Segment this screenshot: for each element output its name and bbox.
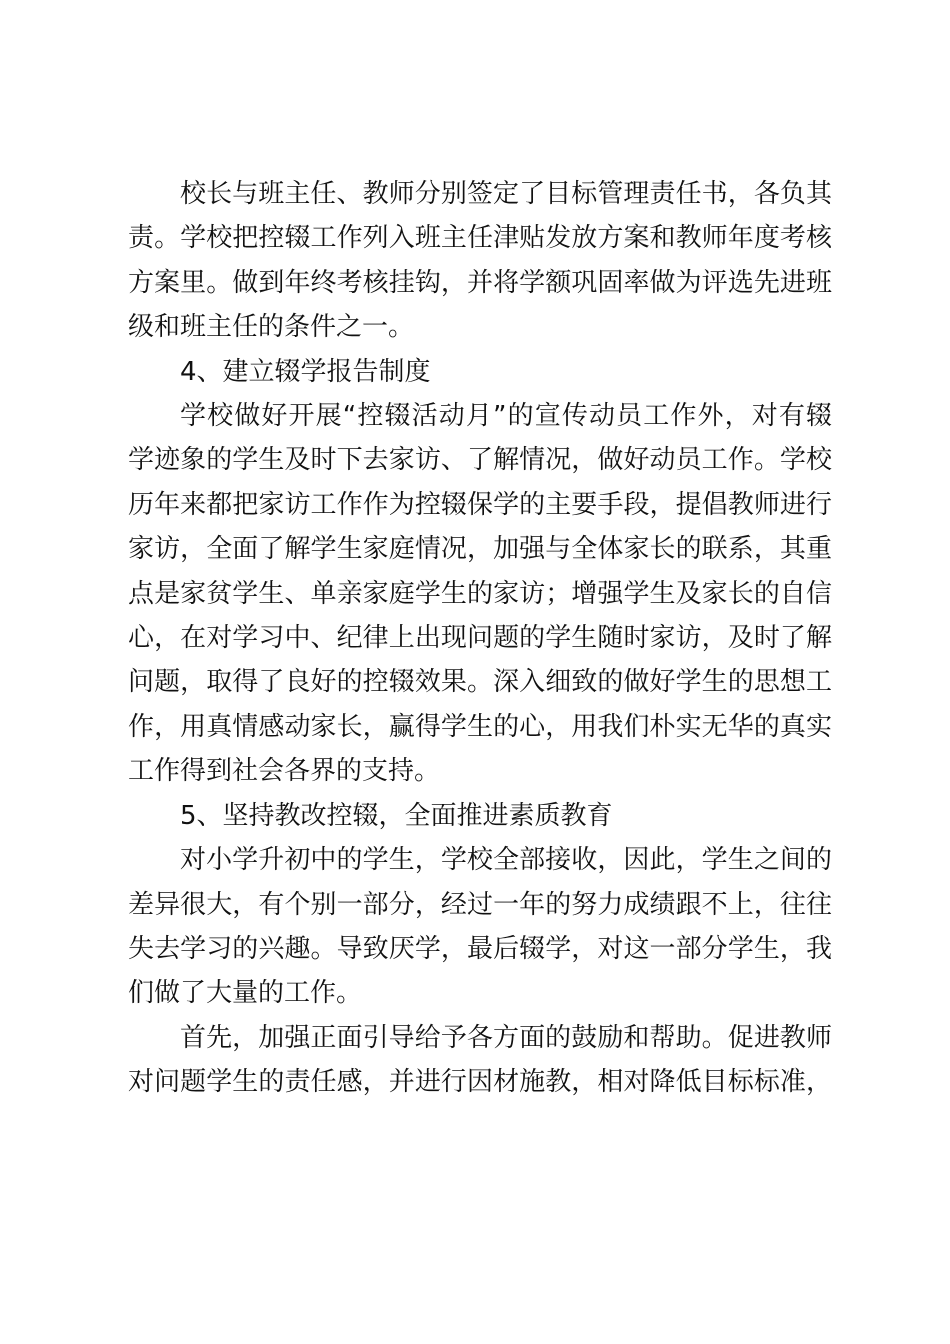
section-heading-4: 4、建立辍学报告制度	[180, 356, 431, 387]
text-line: 失去学习的兴趣。导致厌学，最后辍学，对这一部分学生，我	[128, 933, 832, 964]
text-line: 级和班主任的条件之一。	[128, 312, 415, 343]
paragraph-1	[128, 172, 832, 350]
text-line: 校长与班主任、教师分别签定了目标管理责任书，各负其	[180, 179, 832, 209]
text-line: 方案里。做到年终考核挂钩，并将学额巩固率做为评选先进班	[128, 267, 832, 298]
text-line: 首先，加强正面引导给予各方面的鼓励和帮助。促进教师	[180, 1022, 832, 1053]
text-line: 们做了大量的工作。	[128, 978, 363, 1009]
document-page	[128, 172, 832, 1105]
text-line: 差异很大，有个别一部分，经过一年的努力成绩跟不上，往往	[128, 889, 832, 920]
text-line: 点是家贫学生、单亲家庭学生的家访；增强学生及家长的自信	[128, 578, 832, 609]
text-line: 学迹象的学生及时下去家访、了解情况，做好动员工作。学校	[128, 445, 832, 476]
text-line: 对问题学生的责任感，并进行因材施教，相对降低目标标准，	[128, 1067, 832, 1098]
text-line: 责。学校把控辍工作列入班主任津贴发放方案和教师年度考核	[128, 223, 832, 254]
text-line: 作，用真情感动家长，赢得学生的心，用我们朴实无华的真实	[128, 711, 832, 742]
text-line: 对小学升初中的学生，学校全部接收，因此，学生之间的	[180, 845, 832, 876]
text-line: 学校做好开展“控辍活动月”的宣传动员工作外，对有辍	[180, 401, 832, 432]
text-line: 工作得到社会各界的支持。	[128, 756, 441, 787]
text-line: 心，在对学习中、纪律上出现问题的学生随时家访，及时了解	[128, 623, 832, 654]
section-heading-5: 5、坚持教改控辍，全面推进素质教育	[180, 800, 613, 831]
paragraph-2	[128, 394, 832, 794]
paragraph-3	[128, 838, 832, 1016]
paragraph-4	[128, 1016, 832, 1105]
text-line: 历年来都把家访工作作为控辍保学的主要手段，提倡教师进行	[128, 489, 832, 520]
text-line: 家访，全面了解学生家庭情况，加强与全体家长的联系，其重	[128, 534, 832, 565]
text-line: 问题，取得了良好的控辍效果。深入细致的做好学生的思想工	[128, 667, 832, 698]
